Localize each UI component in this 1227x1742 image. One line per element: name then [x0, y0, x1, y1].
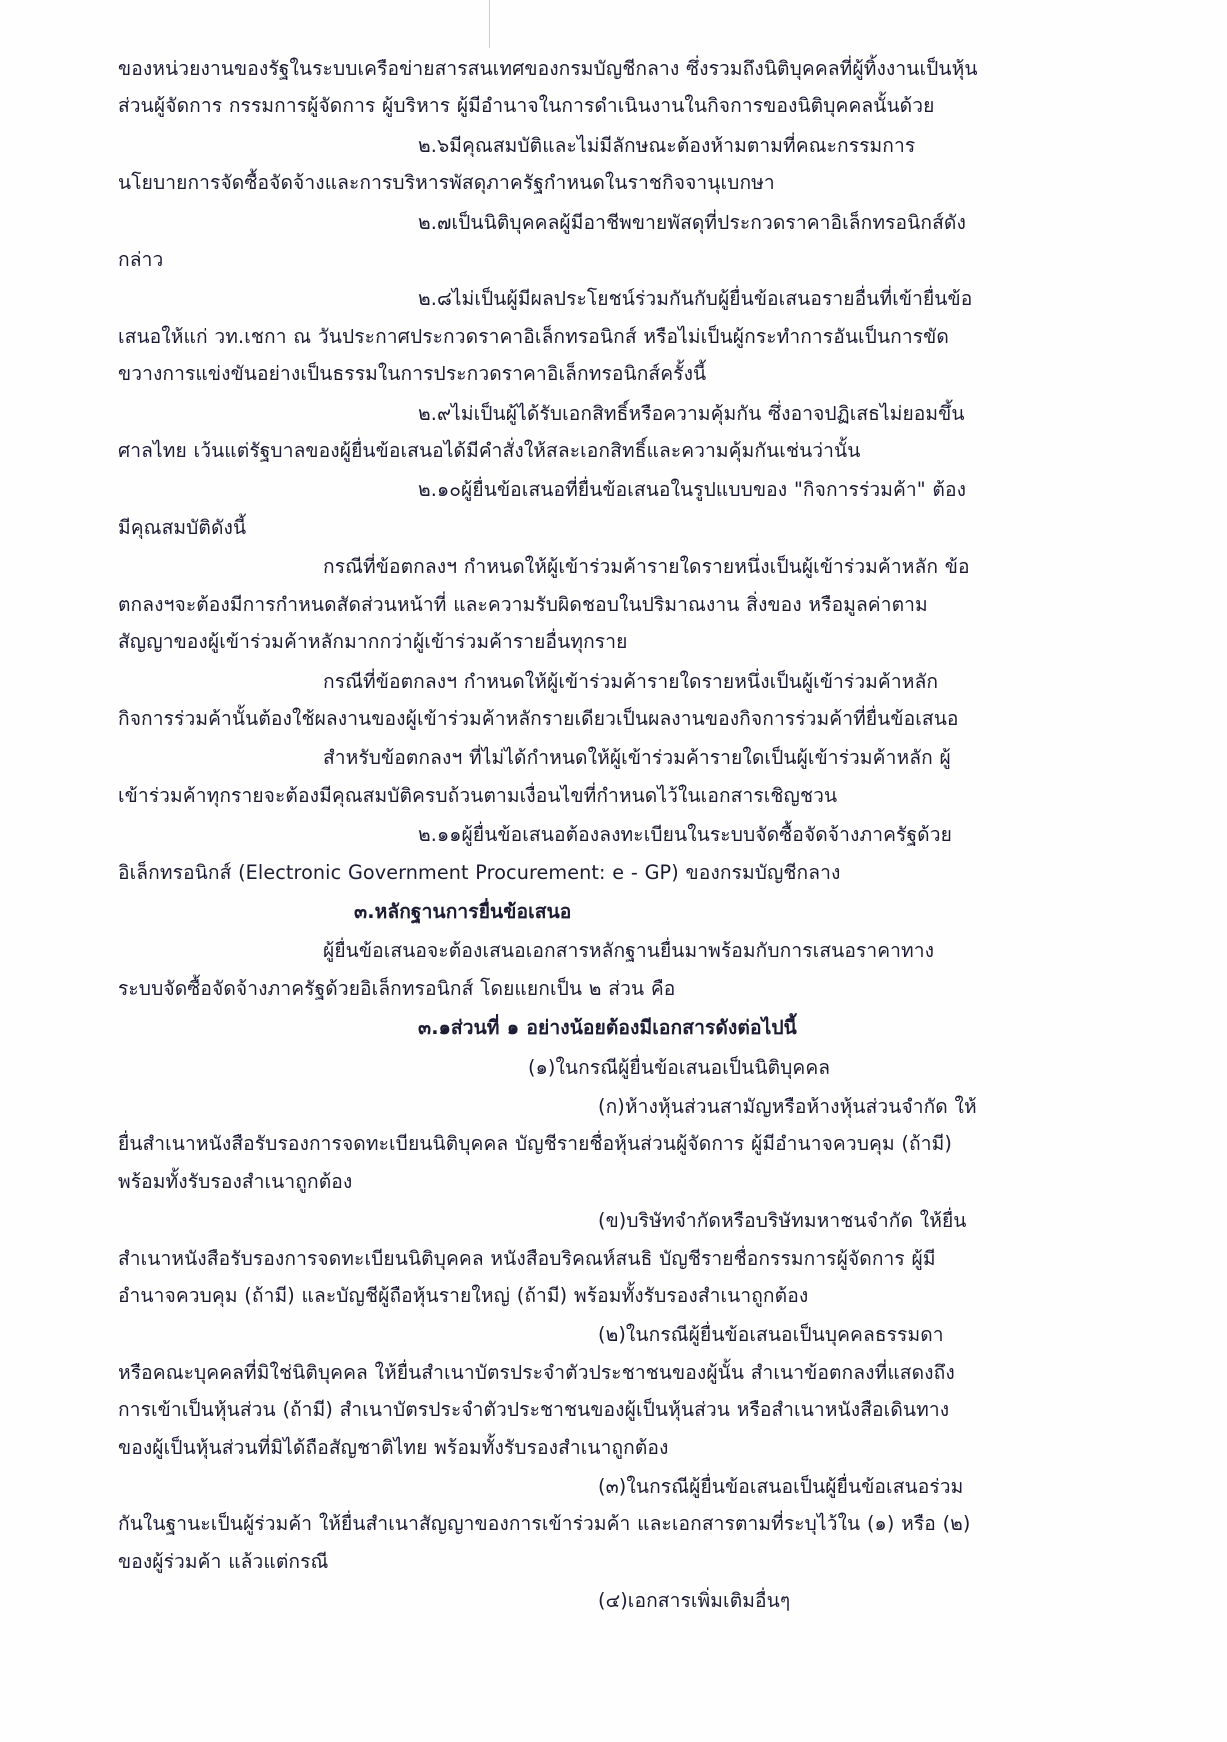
section-title-3: หลักฐานการยื่นข้อเสนอ — [374, 899, 572, 923]
clause-number-3-1: ๓.๑ — [418, 1016, 451, 1040]
section-heading-3 — [118, 893, 978, 930]
scan-artifact-line — [489, 0, 490, 48]
clause-number-2-7: ๒.๗ — [418, 210, 452, 234]
clause-number-2-11: ๒.๑๑ — [418, 823, 462, 847]
document-body — [118, 50, 978, 1622]
item-number-3-1-1: (๑) — [528, 1055, 556, 1079]
section-number-3: ๓. — [354, 899, 375, 923]
section-3-intro: ผู้ยื่นข้อเสนอจะต้องเสนอเอกสารหลักฐานยื่นมาพร้อมกับการเสนอราคาทางระบบจัดซื้อจัดจ้างภาครัฐด้วยอิเล็กทรอนิกส์ โดยแยกเป็น ๒ ส่วน คือ — [118, 939, 935, 1000]
clause-number-2-10: ๒.๑๐ — [418, 478, 462, 502]
clause-2-10-sub-a: กรณีที่ข้อตกลงฯ กำหนดให้ผู้เข้าร่วมค้ารายใดรายหนึ่งเป็นผู้เข้าร่วมค้าหลัก ข้อตกลงฯจะต้องมีการกำหนดสัดส่วนหน้าที่ และความรับผิดชอบในปริมาณงาน สิ่งของ หรือมูลค่าตามสัญญาของผู้เข้าร่วมค้าหลักมากกว่าผู้เข้าร่วมค้ารายอื่นทุกราย — [118, 555, 970, 654]
item-number-3-1-4: (๔) — [598, 1589, 628, 1613]
item-text-3-1-2: ในกรณีผู้ยื่นข้อเสนอเป็นบุคคลธรรมดาหรือคณะบุคคลที่มิใช่นิติบุคคล ให้ยื่นสำเนาบัตรประจำตัวประชาชนของผู้นั้น สำเนาข้อตกลงที่แสดงถึงการเข้าเป็นหุ้นส่วน (ถ้ามี) สำเนาบัตรประจำตัวประชาชนของผู้เป็นหุ้นส่วน หรือสำเนาหนังสือเดินทางของผู้เป็นหุ้นส่วนที่มิได้ถือสัญชาติไทย พร้อมทั้งรับรองสำเนาถูกต้อง — [118, 1323, 955, 1459]
item-3-1-4 — [118, 1582, 978, 1619]
item-text-3-1-4: เอกสารเพิ่มเติมอื่นๆ — [627, 1589, 791, 1613]
clause-text-2-10: ผู้ยื่นข้อเสนอที่ยื่นข้อเสนอในรูปแบบของ "กิจการร่วมค้า" ต้องมีคุณสมบัติดังนี้ — [118, 478, 967, 539]
item-text-3-1-3: ในกรณีผู้ยื่นข้อเสนอเป็นผู้ยื่นข้อเสนอร่วมกันในฐานะเป็นผู้ร่วมค้า ให้ยื่นสำเนาสัญญาของการเข้าร่วมค้า และเอกสารตามที่ระบุไว้ใน (๑) หรือ (๒) ของผู้ร่วมค้า แล้วแต่กรณี — [118, 1475, 971, 1573]
clause-text-2-6: มีคุณสมบัติและไม่มีลักษณะต้องห้ามตามที่คณะกรรมการนโยบายการจัดซื้อจัดจ้างและการบริหารพัสดุภาครัฐกำหนดในราชกิจจานุเบกษา — [118, 133, 916, 195]
clause-text-3-1: ส่วนที่ ๑ อย่างน้อยต้องมีเอกสารดังต่อไปนี้ — [450, 1016, 797, 1040]
item-number-3-1-2: (๒) — [598, 1323, 626, 1347]
item-3-1-2 — [118, 1316, 978, 1466]
clause-2-7 — [118, 204, 978, 279]
item-number-3-1-1-k: (ก) — [598, 1094, 625, 1118]
clause-2-9 — [118, 395, 978, 470]
clause-text-2-8: ไม่เป็นผู้มีผลประโยชน์ร่วมกันกับผู้ยื่นข้อเสนอรายอื่นที่เข้ายื่นข้อเสนอให้แก่ วท.เชกา ณ วันประกาศประกวดราคาอิเล็กทรอนิกส์ หรือไม่เป็นผู้กระทำการอันเป็นการขัดขวางการแข่งขันอย่างเป็นธรรมในการประกวดราคาอิเล็กทรอนิกส์ครั้งนี้ — [118, 287, 973, 386]
item-text-3-1-1: ในกรณีผู้ยื่นข้อเสนอเป็นนิติบุคคล — [555, 1055, 831, 1079]
item-3-1-1-kh — [118, 1202, 978, 1314]
item-3-1-1 — [118, 1049, 978, 1086]
item-3-1-1-k — [118, 1088, 978, 1200]
clause-2-8 — [118, 280, 978, 392]
item-text-3-1-1-k: ห้างหุ้นส่วนสามัญหรือห้างหุ้นส่วนจำกัด ให้ยื่นสำเนาหนังสือรับรองการจดทะเบียนนิติบุคคล บัญชีรายชื่อหุ้นส่วนผู้จัดการ ผู้มีอำนาจควบคุม (ถ้ามี) พร้อมทั้งรับรองสำเนาถูกต้อง — [118, 1094, 977, 1193]
clause-2-10 — [118, 471, 978, 546]
item-3-1-3 — [118, 1468, 978, 1580]
clause-number-2-9: ๒.๙ — [418, 401, 452, 425]
clause-number-2-8: ๒.๘ — [418, 287, 452, 311]
item-text-3-1-1-kh: บริษัทจำกัดหรือบริษัทมหาชนจำกัด ให้ยื่นสำเนาหนังสือรับรองการจดทะเบียนนิติบุคคล หนังสือบริคณห์สนธิ บัญชีรายชื่อกรรมการผู้จัดการ ผู้มีอำนาจควบคุม (ถ้ามี) และบัญชีผู้ถือหุ้นรายใหญ่ (ถ้ามี) พร้อมทั้งรับรองสำเนาถูกต้อง — [118, 1209, 967, 1307]
paragraph-2-5-continued: ของหน่วยงานของรัฐในระบบเครือข่ายสารสนเทศของกรมบัญชีกลาง ซึ่งรวมถึงนิติบุคคลที่ผู้ทิ้งงานเป็นหุ้นส่วนผู้จัดการ กรรมการผู้จัดการ ผู้บริหาร ผู้มีอำนาจในการดำเนินงานในกิจการของนิติบุคคลนั้นด้วย — [118, 57, 978, 118]
clause-text-2-9: ไม่เป็นผู้ได้รับเอกสิทธิ์หรือความคุ้มกัน ซึ่งอาจปฏิเสธไม่ยอมขึ้นศาลไทย เว้นแต่รัฐบาลของผู้ยื่นข้อเสนอได้มีคำสั่งให้สละเอกสิทธิ์และความคุ้มกันเช่นว่านั้น — [118, 401, 965, 463]
clause-2-6 — [118, 127, 978, 202]
item-number-3-1-3: (๓) — [598, 1475, 627, 1499]
clause-2-11 — [118, 816, 978, 891]
clause-number-2-6: ๒.๖ — [418, 133, 450, 157]
clause-2-10-sub-b: กรณีที่ข้อตกลงฯ กำหนดให้ผู้เข้าร่วมค้ารายใดรายหนึ่งเป็นผู้เข้าร่วมค้าหลักกิจการร่วมค้านั้นต้องใช้ผลงานของผู้เข้าร่วมค้าหลักรายเดียวเป็นผลงานของกิจการร่วมค้าที่ยื่นข้อเสนอ — [118, 669, 959, 730]
clause-2-10-sub-c: สำหรับข้อตกลงฯ ที่ไม่ได้กำหนดให้ผู้เข้าร่วมค้ารายใดเป็นผู้เข้าร่วมค้าหลัก ผู้เข้าร่วมค้าทุกรายจะต้องมีคุณสมบัติครบถ้วนตามเงื่อนไขที่กำหนดไว้ในเอกสารเชิญชวน — [118, 746, 951, 807]
clause-text-2-7: เป็นนิติบุคคลผู้มีอาชีพขายพัสดุที่ประกวดราคาอิเล็กทรอนิกส์ดังกล่าว — [118, 210, 966, 272]
item-number-3-1-1-kh: (ข) — [598, 1209, 627, 1233]
clause-text-2-11: ผู้ยื่นข้อเสนอต้องลงทะเบียนในระบบจัดซื้อจัดจ้างภาครัฐด้วยอิเล็กทรอนิกส์ (Electronic Government Procurement: e - GP) ของกรมบัญชีกลาง — [118, 823, 952, 884]
clause-3-1 — [118, 1009, 978, 1046]
